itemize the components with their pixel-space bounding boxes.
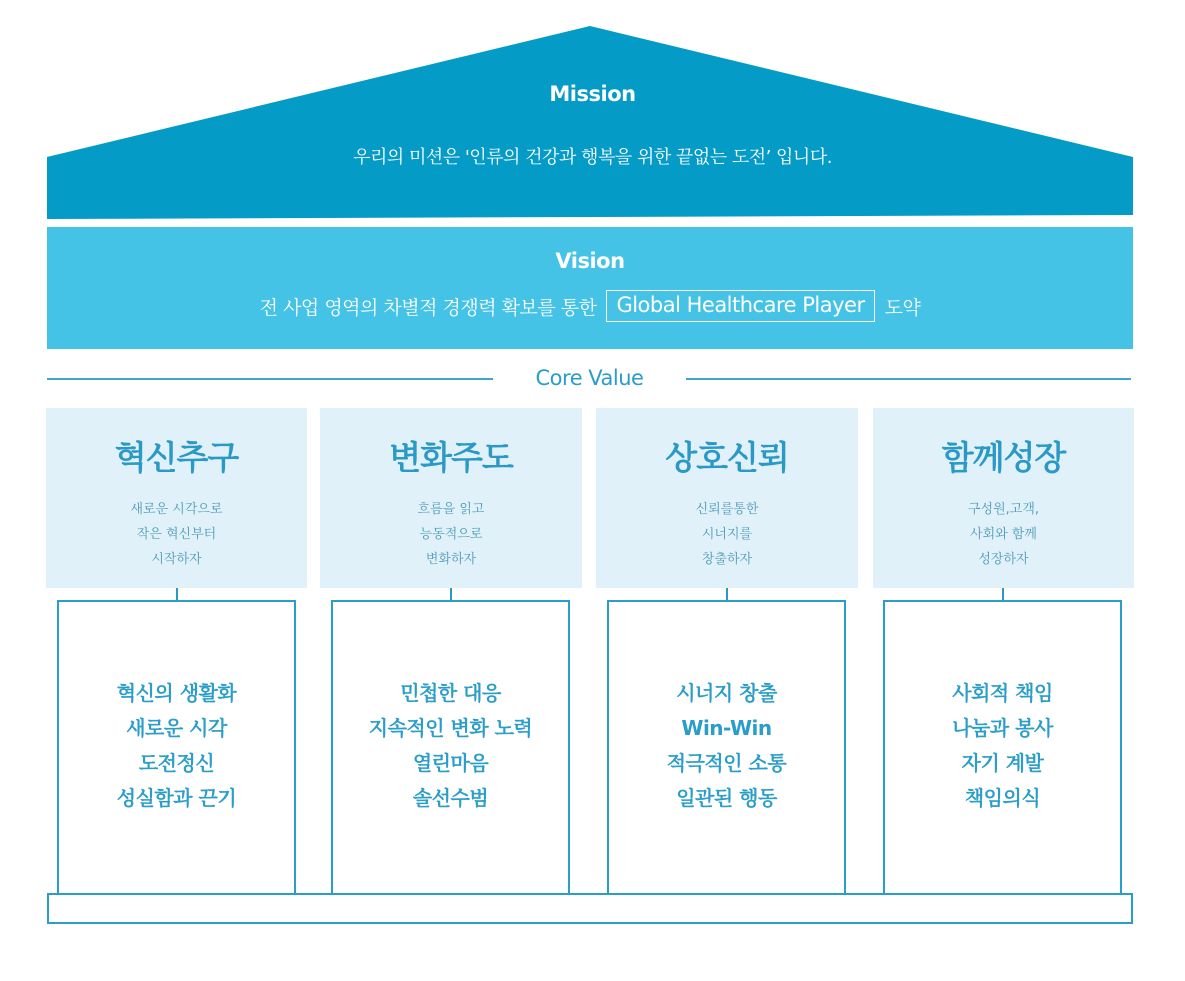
vision-band	[47, 227, 1133, 349]
pillar-item: 자기 계발	[961, 751, 1044, 775]
value-card-innovation	[46, 408, 307, 588]
pillar-item: 혁신의 생활화	[116, 681, 237, 705]
pillar-item: 지속적인 변화 노력	[368, 716, 533, 740]
value-title: 혁신추구	[114, 438, 239, 477]
value-desc-line: 구성원,고객,	[967, 502, 1040, 517]
vision-highlight-box: Global Healthcare Player	[606, 290, 874, 322]
value-desc-line: 흐름을 읽고	[417, 502, 485, 517]
value-desc-line: 새로운 시각으로	[130, 502, 223, 517]
connector-stem	[176, 588, 178, 600]
pillar-item: 책임의식	[964, 786, 1041, 810]
value-card-trust	[596, 408, 858, 588]
value-card-change	[320, 408, 582, 588]
pillar-trust	[607, 600, 846, 894]
value-desc-line: 시너지를	[701, 527, 753, 542]
value-description	[46, 497, 307, 572]
pillar-item: 나눔과 봉사	[952, 716, 1053, 740]
value-description	[873, 497, 1134, 572]
vision-title: Vision	[555, 249, 625, 273]
value-title: 상호신뢰	[665, 438, 789, 477]
value-desc-line: 변화하자	[425, 552, 477, 567]
value-desc-line: 작은 혁신부터	[136, 527, 217, 542]
connector-stem	[726, 588, 728, 600]
value-desc-line: 신뢰를통한	[695, 502, 759, 517]
foundation-base	[47, 893, 1133, 924]
value-desc-line: 성장하자	[978, 552, 1029, 567]
value-description	[320, 497, 582, 572]
mission-roof	[0, 0, 1185, 230]
vision-suffix: 도약	[884, 296, 921, 319]
vision-statement	[47, 290, 1133, 322]
pillar-item: 사회적 책임	[952, 681, 1053, 705]
value-desc-line: 창출하자	[701, 552, 753, 567]
value-title: 변화주도	[389, 438, 513, 477]
roof-shape	[47, 26, 1133, 219]
pillar-growth	[883, 600, 1122, 894]
core-value-divider-left	[47, 378, 493, 380]
pillar-item: 솔선수범	[412, 786, 489, 810]
core-value-divider-right	[686, 378, 1131, 380]
vision-prefix: 전 사업 영역의 차별적 경쟁력 확보를 통한	[259, 296, 597, 319]
pillar-item: Win-Win	[681, 716, 772, 740]
value-desc-line: 능동적으로	[419, 527, 483, 542]
pillar-item: 시너지 창출	[676, 681, 777, 705]
pillar-innovation	[57, 600, 296, 894]
connector-stem	[450, 588, 452, 600]
pillar-item: 도전정신	[138, 751, 215, 775]
pillar-item: 새로운 시각	[126, 716, 227, 740]
connector-stem	[1002, 588, 1004, 600]
value-description	[596, 497, 858, 572]
mission-description: 우리의 미션은 '인류의 건강과 행복을 위한 끝없는 도전’ 입니다.	[353, 147, 832, 168]
pillar-item: 열린마음	[412, 751, 489, 775]
value-desc-line: 시작하자	[151, 552, 202, 567]
value-desc-line: 사회와 함께	[970, 527, 1037, 542]
mission-title: Mission	[549, 82, 636, 106]
pillar-change	[331, 600, 570, 894]
pillar-item: 일관된 행동	[676, 786, 777, 810]
pillar-item: 성실함과 끈기	[116, 786, 237, 810]
value-card-growth	[873, 408, 1134, 588]
pillar-item: 민첩한 대응	[400, 681, 501, 705]
core-value-title: Core Value	[535, 366, 644, 390]
value-title: 함께성장	[941, 438, 1066, 477]
pillar-item: 적극적인 소통	[666, 751, 787, 775]
